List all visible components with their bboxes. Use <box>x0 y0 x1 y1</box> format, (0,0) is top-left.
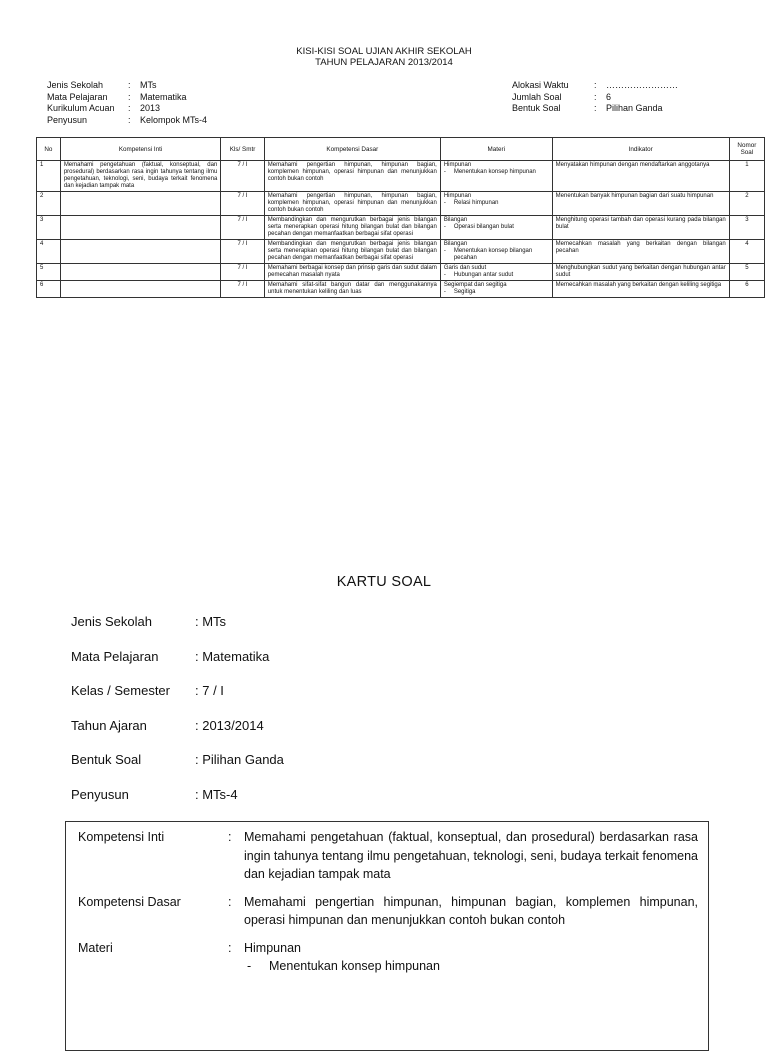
cell-kompetensi-dasar: Memahami berbagai konsep dan prinsip garis dan sudut dalam pemecahan masalah nyata <box>264 264 440 281</box>
colon: : <box>228 894 232 909</box>
materi-title: Himpunan <box>443 193 472 199</box>
header-nomor-soal: Nomor Soal <box>729 138 764 161</box>
kompetensi-inti-value: Memahami pengetahuan (faktual, konseptual, dan prosedural) berdasarkan rasa ingin tahunya tentang ilmu pengetahuan, teknologi, seni, budaya terkait fenomena dan kejadian tampak mata <box>244 830 698 881</box>
materi-item <box>444 224 549 231</box>
table-row <box>37 281 765 298</box>
materi-dash: - <box>443 289 446 295</box>
materi-value <box>244 939 698 976</box>
cell-kompetensi-inti <box>60 192 221 216</box>
kartu-info-label: Kelas / Semester <box>71 683 170 698</box>
cell-no: 1 <box>37 161 61 192</box>
materi-item-text: Hubungan antar sudut <box>453 272 514 278</box>
meta-row <box>512 103 678 115</box>
kartu-detail-box <box>65 821 709 1051</box>
meta-colon: : <box>128 103 131 113</box>
table-row <box>37 264 765 281</box>
meta-label: Jenis Sekolah <box>47 80 104 90</box>
meta-colon: : <box>128 80 131 90</box>
materi-title: Bilangan <box>443 217 468 223</box>
cell-kelas: 7 / I <box>221 240 264 264</box>
cell-kelas: 7 / I <box>221 264 264 281</box>
materi-dash: - <box>443 200 446 206</box>
cell-indikator: Menyatakan himpunan dengan mendaftarkan anggotanya <box>552 161 729 192</box>
cell-kompetensi-inti: Memahami pengetahuan (faktual, konseptual, dan prosedural) berdasarkan rasa ingin tahunya tentang ilmu pengetahuan, teknologi, seni, budaya terkait fenomena dan kejadian tampak mata <box>60 161 221 192</box>
table-row <box>37 240 765 264</box>
cell-no: 4 <box>37 240 61 264</box>
meta-colon: : <box>594 91 597 102</box>
kompetensi-dasar-row <box>78 893 698 930</box>
meta-row <box>47 80 207 92</box>
cell-kompetensi-inti <box>60 281 221 298</box>
materi-item <box>444 169 549 176</box>
kartu-info-value: : 2013/2014 <box>195 717 264 733</box>
meta-value: 2013 <box>140 103 161 113</box>
cell-indikator: Menghubungkan sudut yang berkaitan dengan hubungan antar sudut <box>552 264 729 281</box>
materi-item <box>444 248 549 262</box>
meta-colon: : <box>594 80 597 90</box>
meta-row <box>512 80 678 92</box>
kartu-info-label: Tahun Ajaran <box>71 717 147 733</box>
materi-row <box>78 939 698 976</box>
cell-kompetensi-dasar: Membandingkan dan mengurutkan berbagai jenis bilangan serta menerapkan operasi hitung bilangan bulat dan bilangan pecahan dengan memanfaatkan berbagai sifat operasi <box>264 216 440 240</box>
header-no: No <box>37 138 61 161</box>
colon: : <box>228 940 232 955</box>
meta-row <box>47 92 207 104</box>
materi-dash: - <box>247 959 252 973</box>
materi-label: Materi <box>78 940 113 955</box>
title-line-1: KISI-KISI SOAL UJIAN AKHIR SEKOLAH <box>296 46 472 57</box>
kartu-info-row <box>71 787 284 822</box>
materi-item <box>444 289 549 296</box>
materi-dash: - <box>443 169 446 175</box>
cell-kompetensi-inti <box>60 216 221 240</box>
document-title <box>0 46 768 68</box>
title-line-2: TAHUN PELAJARAN 2013/2014 <box>315 57 453 68</box>
kompetensi-dasar-label: Kompetensi Dasar <box>78 894 181 909</box>
meta-colon: : <box>128 114 131 125</box>
materi-title: Bilangan <box>443 241 468 247</box>
cell-no: 6 <box>37 281 61 298</box>
cell-indikator: Menghitung operasi tambah dan operasi kurang pada bilangan bulat <box>552 216 729 240</box>
kartu-info-value: : 7 / I <box>195 683 224 698</box>
meta-label: Bentuk Soal <box>512 103 561 113</box>
cell-materi <box>440 240 552 264</box>
kartu-info-row <box>71 649 284 684</box>
meta-left <box>47 80 207 126</box>
cell-kompetensi-inti <box>60 240 221 264</box>
meta-row <box>47 103 207 115</box>
meta-label: Penyusun <box>47 114 88 125</box>
materi-dash: - <box>443 272 446 278</box>
table-row <box>37 192 765 216</box>
table-row <box>37 216 765 240</box>
materi-item-text: Relasi himpunan <box>453 200 499 206</box>
cell-kelas: 7 / I <box>221 281 264 298</box>
kisi-kisi-table <box>36 137 765 298</box>
meta-value: Matematika <box>140 91 187 102</box>
cell-kelas: 7 / I <box>221 161 264 192</box>
materi-item-text: Operasi bilangan bulat <box>453 224 514 230</box>
cell-kompetensi-dasar: Memahami pengertian himpunan, himpunan bagian, komplemen himpunan, operasi himpunan dan menunjukkan contoh bukan contoh <box>264 192 440 216</box>
kartu-info-label: Bentuk Soal <box>71 752 142 767</box>
cell-nomor-soal: 6 <box>729 281 764 298</box>
meta-label: Jumlah Soal <box>512 91 562 102</box>
meta-label: Kurikulum Acuan <box>47 103 115 113</box>
cell-kelas: 7 / I <box>221 216 264 240</box>
materi-item <box>444 272 549 279</box>
kartu-info-label: Jenis Sekolah <box>71 614 152 629</box>
materi-item-text: Menentukan konsep himpunan <box>453 169 536 175</box>
materi-title: Himpunan <box>443 162 472 168</box>
header-kelas-semester: Kls/ Smtr <box>221 138 264 161</box>
cell-indikator: Menentukan banyak himpunan bagian dari suatu himpunan <box>552 192 729 216</box>
materi-title: Segiempat dan segitiga <box>443 282 507 288</box>
cell-materi <box>440 281 552 298</box>
kartu-info-label: Penyusun <box>71 786 129 802</box>
cell-nomor-soal: 5 <box>729 264 764 281</box>
cell-nomor-soal: 3 <box>729 216 764 240</box>
materi-item-text: Menentukan konsep bilangan pecahan <box>453 248 533 261</box>
cell-nomor-soal: 2 <box>729 192 764 216</box>
kartu-soal-title: KARTU SOAL <box>336 574 432 590</box>
cell-kompetensi-inti <box>60 264 221 281</box>
cell-materi <box>440 216 552 240</box>
cell-nomor-soal: 1 <box>729 161 764 192</box>
kartu-info-row <box>71 614 284 649</box>
meta-value: MTs <box>140 80 157 90</box>
cell-indikator: Memecahkan masalah yang berkaitan dengan keliling segitiga <box>552 281 729 298</box>
cell-materi <box>440 264 552 281</box>
kartu-info-row <box>71 683 284 718</box>
meta-label: Alokasi Waktu <box>512 80 569 90</box>
kartu-info-label: Mata Pelajaran <box>71 648 159 664</box>
cell-kelas: 7 / I <box>221 192 264 216</box>
meta-colon: : <box>128 91 131 102</box>
meta-row <box>47 115 207 127</box>
cell-kompetensi-dasar: Memahami pengertian himpunan, himpunan bagian, komplemen himpunan, operasi himpunan dan menunjukkan contoh bukan contoh <box>264 161 440 192</box>
materi-title: Himpunan <box>244 940 301 955</box>
cell-no: 3 <box>37 216 61 240</box>
kartu-info-value: : MTs <box>195 614 227 629</box>
kompetensi-dasar-value: Memahami pengertian himpunan, himpunan bagian, komplemen himpunan, operasi himpunan dan menunjukkan contoh bukan contoh <box>244 894 698 927</box>
meta-colon: : <box>594 103 597 113</box>
materi-item-text: Segitiga <box>453 289 476 295</box>
kompetensi-inti-label: Kompetensi Inti <box>78 830 165 844</box>
table-header-row <box>37 138 765 161</box>
materi-item-text: Menentukan konsep himpunan <box>269 959 440 973</box>
meta-value: 6 <box>606 91 612 102</box>
table-row <box>37 161 765 192</box>
kartu-info-row <box>71 752 284 787</box>
meta-value: …………………… <box>606 80 678 90</box>
kartu-info-value: : Matematika <box>195 648 270 664</box>
cell-no: 2 <box>37 192 61 216</box>
meta-value: Kelompok MTs-4 <box>140 114 208 125</box>
meta-label: Mata Pelajaran <box>47 91 108 102</box>
materi-dash: - <box>443 248 446 254</box>
cell-indikator: Memecahkan masalah yang berkaitan dengan bilangan pecahan <box>552 240 729 264</box>
kartu-info-value: : Pilihan Ganda <box>195 752 284 767</box>
cell-materi <box>440 161 552 192</box>
cell-no: 5 <box>37 264 61 281</box>
colon: : <box>228 830 232 844</box>
materi-title: Garis dan sudut <box>443 265 487 271</box>
meta-right <box>512 80 678 115</box>
cell-materi <box>440 192 552 216</box>
header-materi: Materi <box>440 138 552 161</box>
kartu-info-row <box>71 718 284 753</box>
cell-kompetensi-dasar: Memahami sifat-sifat bangun datar dan menggunakannya untuk menentukan keliling dan luas <box>264 281 440 298</box>
materi-dash: - <box>443 224 446 230</box>
materi-item <box>244 957 698 976</box>
kartu-info <box>71 614 284 821</box>
kartu-info-value: : MTs-4 <box>195 786 238 802</box>
header-indikator: Indikator <box>552 138 729 161</box>
header-kompetensi-inti: Kompetensi Inti <box>60 138 221 161</box>
meta-row <box>512 92 678 104</box>
header-kompetensi-dasar: Kompetensi Dasar <box>264 138 440 161</box>
cell-nomor-soal: 4 <box>729 240 764 264</box>
meta-value: Pilihan Ganda <box>606 103 663 113</box>
cell-kompetensi-dasar: Membandingkan dan mengurutkan berbagai jenis bilangan serta menerapkan operasi hitung bilangan bulat dan bilangan pecahan dengan memanfaatkan berbagai sifat operasi <box>264 240 440 264</box>
kompetensi-inti-row <box>78 828 698 884</box>
materi-item <box>444 200 549 207</box>
